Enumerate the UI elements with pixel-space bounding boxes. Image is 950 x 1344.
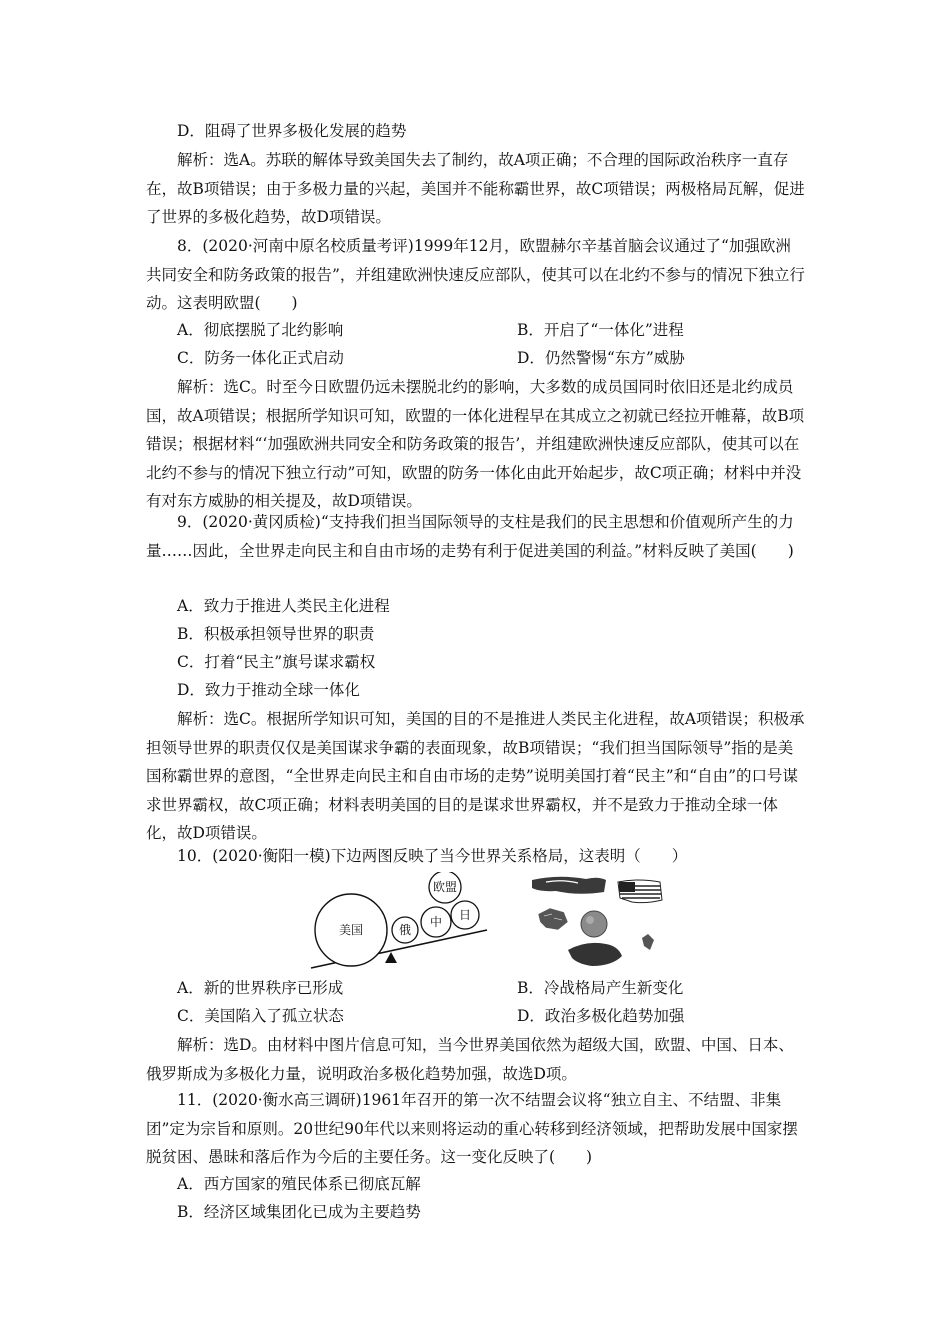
q9-option-b: B．积极承担领导世界的职责 [177, 625, 375, 643]
china-label: 中 [429, 915, 443, 929]
japan-label: 日 [458, 908, 472, 922]
q8-option-a: A．彻底摆脱了北约影响 [177, 321, 344, 339]
q8-option-c: C．防务一体化正式启动 [177, 349, 344, 367]
q10-analysis: 解析：选D。由材料中图片信息可知，当今世界美国依然为超级大国，欧盟、中国、日本、俄罗斯成为多极化力量，说明政治多极化趋势加强，故选D项。 [146, 1036, 794, 1083]
world-map-collage-figure [528, 874, 668, 970]
russia-label: 俄 [398, 923, 412, 937]
q10-option-a: A．新的世界秩序已形成 [177, 979, 344, 997]
eu-label: 欧盟 [432, 880, 458, 894]
russia-map-shape [532, 877, 606, 894]
q7-analysis: 解析：选A。苏联的解体导致美国失去了制约，故A项正确；不合理的国际政治秩序一直存在，故B项错误；由于多极力量的兴起，美国并不能称霸世界，故C项错误；两极格局瓦解，促进了世界的多极化趋势，故D项错误。 [146, 151, 805, 226]
q7-option-d: D．阻碍了世界多极化发展的趋势 [177, 122, 407, 140]
q9-option-c: C．打着“民主”旗号谋求霸权 [177, 653, 376, 671]
q8-option-b: B．开启了“一体化”进程 [517, 321, 684, 339]
q11-stem: 11．(2020·衡水高三调研)1961年召开的第一次不结盟会议将“独立自主、不结盟、非集团”定为宗旨和原则。20世纪90年代以来则将运动的重心转移到经济领域，把帮助发展中国家摆脱贫困、愚昧和落后作为今后的主要任务。这一变化反映了( ) [146, 1091, 798, 1166]
q9-option-d: D．致力于推动全球一体化 [177, 681, 360, 699]
q9-option-a: A．致力于推进人类民主化进程 [177, 597, 390, 615]
q11-option-b: B．经济区域集团化已成为主要趋势 [177, 1203, 421, 1221]
q8-option-d: D．仍然警惕“东方”威胁 [517, 349, 685, 367]
usa-flag-map-icon [618, 880, 662, 903]
usa-label: 美国 [338, 923, 364, 937]
q9-stem: 9．(2020·黄冈质检)“支持我们担当国际领导的支柱是我们的民主思想和价值观所产生的力量……因此，全世界走向民主和自由市场的走势有利于促进美国的利益。”材料反映了美国( ) [146, 513, 794, 560]
q9-analysis: 解析：选C。根据所学知识可知，美国的目的不是推进人类民主化进程，故A项错误；积极承担领导世界的职责仅仅是美国谋求争霸的表面现象，故B项错误；“我们担当国际领导”指的是美国称霸世界的意图，“全世界走向民主和自由市场的走势”说明美国打着“民主”和“自由”的口号谋求世界霸权，故C项正确；材料表明美国的目的是谋求世界霸权，并不是致力于推动全球一体化，故D项错误。 [146, 710, 805, 842]
q10-stem: 10．(2020·衡阳一模)下边两图反映了当今世界关系格局，这表明（ ） [177, 847, 688, 865]
q10-option-c: C．美国陷入了孤立状态 [177, 1007, 344, 1025]
europe-map-shape [538, 908, 568, 930]
q11-option-a: A．西方国家的殖民体系已彻底瓦解 [177, 1175, 421, 1193]
q8-stem: 8．(2020·河南中原名校质量考评)1999年12月，欧盟赫尔辛基首脑会议通过了“加强欧洲共同安全和防务政策的报告”，并组建欧洲快速反应部队，使其可以在北约不参与的情况下独立行动。这表明欧盟( ) [146, 237, 805, 312]
q10-option-d: D．政治多极化趋势加强 [517, 1007, 685, 1025]
fulcrum-triangle [385, 952, 397, 963]
japan-map-shape [642, 934, 654, 950]
q10-option-b: B．冷战格局产生新变化 [517, 979, 684, 997]
q8-analysis: 解析：选C。时至今日欧盟仍远未摆脱北约的影响，大多数的成员国同时依旧还是北约成员国，故A项错误；根据所学知识可知，欧盟的一体化进程早在其成立之初就已经拉开帷幕，故B项错误；根据材料“‘加强欧洲共同安全和防务政策的报告’，并组建欧洲快速反应部队，使其可以在北约不参与的情况下独立行动”可知，欧盟的防务一体化由此开始起步，故C项正确；材料中并没有对东方威胁的相关提及，故D项错误。 [146, 378, 805, 510]
globe-icon [581, 911, 607, 937]
power-balance-figure [305, 872, 495, 972]
china-map-shape [568, 943, 622, 966]
